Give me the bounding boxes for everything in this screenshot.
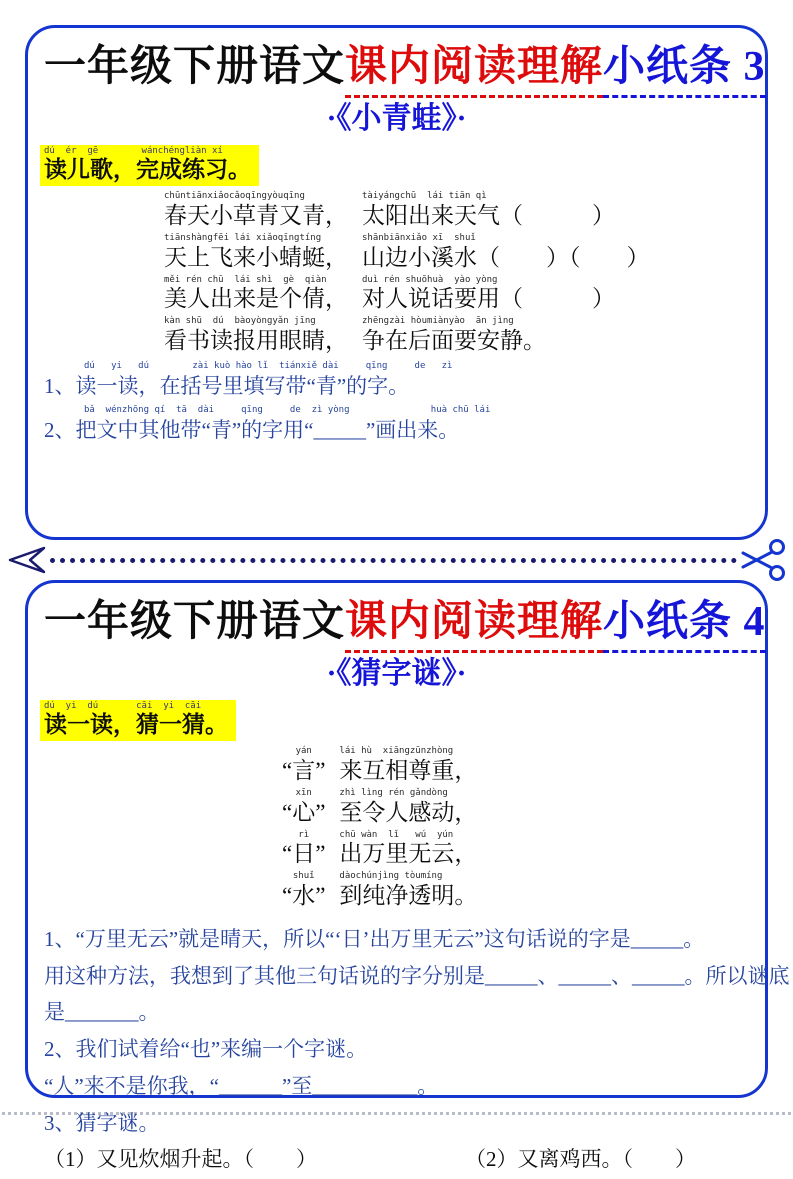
poem-pinyin: duì rén shuōhuà yào yòng	[362, 274, 498, 285]
riddle-keyword	[282, 789, 325, 828]
card4-question-2-riddle-line: “人”来不是你我，“______”至__________。	[44, 1073, 439, 1098]
riddle-text: 出万里无云，	[339, 841, 478, 867]
poem-segment	[164, 317, 348, 356]
riddle-clause	[339, 872, 477, 911]
poem-segment	[362, 276, 615, 315]
riddle-text: “日”	[282, 841, 326, 867]
poem-pinyin: chūntiānxiǎocǎoqīngyòuqīng	[164, 191, 305, 202]
cut-line-divider	[6, 540, 787, 580]
card4-title-number: 小纸条 4	[603, 599, 766, 653]
riddle-pinyin: yán	[295, 746, 312, 757]
question-text: 1、读一读，在括号里填写带“青”的字。	[44, 373, 410, 398]
card4-instruction-pinyin: dú yi dú cāi yi cāi	[44, 700, 202, 711]
worksheet-card-3	[25, 25, 768, 540]
poem-segment	[362, 234, 650, 273]
card4-question-3-items	[44, 1141, 749, 1179]
question-pinyin: bǎ wénzhōng qí tā dài qīng de zì yòng huà chū lái	[84, 405, 491, 416]
poem-pinyin: tàiyángchū lái tiān qì	[362, 191, 487, 202]
card4-question-3: 3、猜字谜。	[44, 1110, 160, 1135]
riddle-text: 来互相尊重，	[339, 758, 478, 784]
riddle-text: “言”	[282, 758, 326, 784]
riddle-clause	[339, 789, 477, 828]
poem-text: 山边小溪水（ ）（ ）	[362, 244, 650, 270]
riddle-keyword	[282, 872, 325, 911]
poem-segment	[362, 317, 546, 356]
card4-instruction-text: 读一读，猜一猜。	[44, 711, 228, 737]
poem-text: 美人出来是个倩，	[164, 286, 348, 312]
question-text: 2、把文中其他带“青”的字用“_____”画出来。	[44, 417, 460, 442]
cut-line-arrow-icon	[6, 545, 48, 575]
riddle-keyword	[282, 831, 325, 870]
cut-dotted-line	[50, 558, 737, 563]
scissors-icon	[739, 537, 787, 583]
riddle-pinyin: dàochúnjìng tòumíng	[339, 871, 443, 882]
poem-line	[164, 192, 749, 231]
card3-subtitle: ·《小青蛙》·	[326, 102, 467, 136]
card4-title-grade: 一年级下册语文	[44, 599, 346, 645]
card4-question-2: 2、我们试着给“也”来编一个字谜。	[44, 1037, 368, 1062]
riddle-text: “心”	[282, 799, 326, 825]
card4-instruction-highlight	[40, 700, 236, 741]
riddle-item-1: （1）又见炊烟升起。（ ）	[44, 1147, 317, 1172]
card4-question-1-line-1: 1、“万里无云”就是晴天，所以“‘日’出万里无云”这句话说的字是_____。	[44, 926, 705, 951]
poem-line	[164, 234, 749, 273]
poem-text: 天上飞来小蜻蜓，	[164, 244, 348, 270]
card3-instruction-pinyin: dú ér gē wánchéngliàn xí	[44, 145, 223, 156]
riddle-text: 到纯净透明。	[339, 883, 478, 909]
card4-question-1-line-2: 用这种方法，我想到了其他三句话说的字分别是_____、_____、_____。所以谜底	[44, 963, 790, 988]
poem-xiaoqingwa	[44, 192, 749, 356]
riddle-line	[282, 747, 749, 786]
card3-title-topic: 课内阅读理解	[345, 44, 603, 98]
riddle-pinyin: zhì lìng rén gǎndòng	[339, 787, 448, 798]
card3-question-2	[44, 406, 749, 444]
poem-segment	[362, 192, 615, 231]
card4-title	[44, 597, 766, 647]
poem-pinyin: měi rén chū lái shì gè qiàn	[164, 274, 327, 285]
riddle-text: 至令人感动，	[339, 799, 478, 825]
poem-pinyin: zhēngzài hòumiànyào ān jìng	[362, 316, 514, 327]
riddle-line	[282, 831, 749, 870]
riddle-caizimi	[44, 747, 749, 911]
card4-title-topic: 课内阅读理解	[345, 599, 603, 653]
poem-text: 太阳出来天气（ ）	[362, 203, 615, 229]
riddle-clause	[339, 747, 477, 786]
riddle-pinyin: xīn	[295, 787, 312, 798]
poem-pinyin: kàn shū dú bàoyòngyǎn jīng	[164, 316, 316, 327]
riddle-pinyin: shuǐ	[292, 871, 315, 882]
card3-instruction-text: 读儿歌，完成练习。	[44, 156, 251, 182]
riddle-pinyin: rì	[298, 829, 310, 840]
riddle-text: “水”	[282, 883, 326, 909]
poem-line	[164, 276, 749, 315]
poem-text: 对人说话要用（ ）	[362, 286, 615, 312]
riddle-keyword	[282, 747, 325, 786]
poem-pinyin: tiānshàngfēi lái xiǎoqīngtíng	[164, 232, 322, 243]
riddle-line	[282, 872, 749, 911]
riddle-pinyin: lái hù xiāngzūnzhòng	[339, 746, 454, 757]
poem-text: 看书读报用眼睛，	[164, 328, 348, 354]
card3-title-grade: 一年级下册语文	[44, 44, 346, 90]
poem-text: 争在后面要安静。	[362, 328, 546, 354]
worksheet-card-4	[25, 580, 790, 1172]
card3-instruction-highlight	[40, 145, 259, 186]
card3-question-1	[44, 362, 749, 400]
question-pinyin: dú yi dú zài kuò hào lǐ tiánxiě dài qīng de zì	[84, 360, 453, 371]
poem-text: 春天小草青又青，	[164, 203, 348, 229]
riddle-line	[282, 789, 749, 828]
poem-pinyin: shānbiānxiǎo xī shuǐ	[362, 232, 476, 243]
card4-question-1-line-3: 是_______。	[44, 1000, 160, 1025]
poem-segment	[164, 192, 348, 231]
card3-title-number: 小纸条 3	[603, 44, 766, 98]
riddle-clause	[339, 831, 477, 870]
poem-line	[164, 317, 749, 356]
poem-segment	[164, 234, 348, 273]
riddle-item-2: （2）又离鸡西。（ ）	[465, 1147, 696, 1172]
poem-segment	[164, 276, 348, 315]
card4-subtitle: ·《猜字谜》·	[326, 657, 467, 691]
riddle-pinyin: chū wàn lǐ wú yún	[339, 829, 454, 840]
card3-title	[44, 42, 766, 92]
